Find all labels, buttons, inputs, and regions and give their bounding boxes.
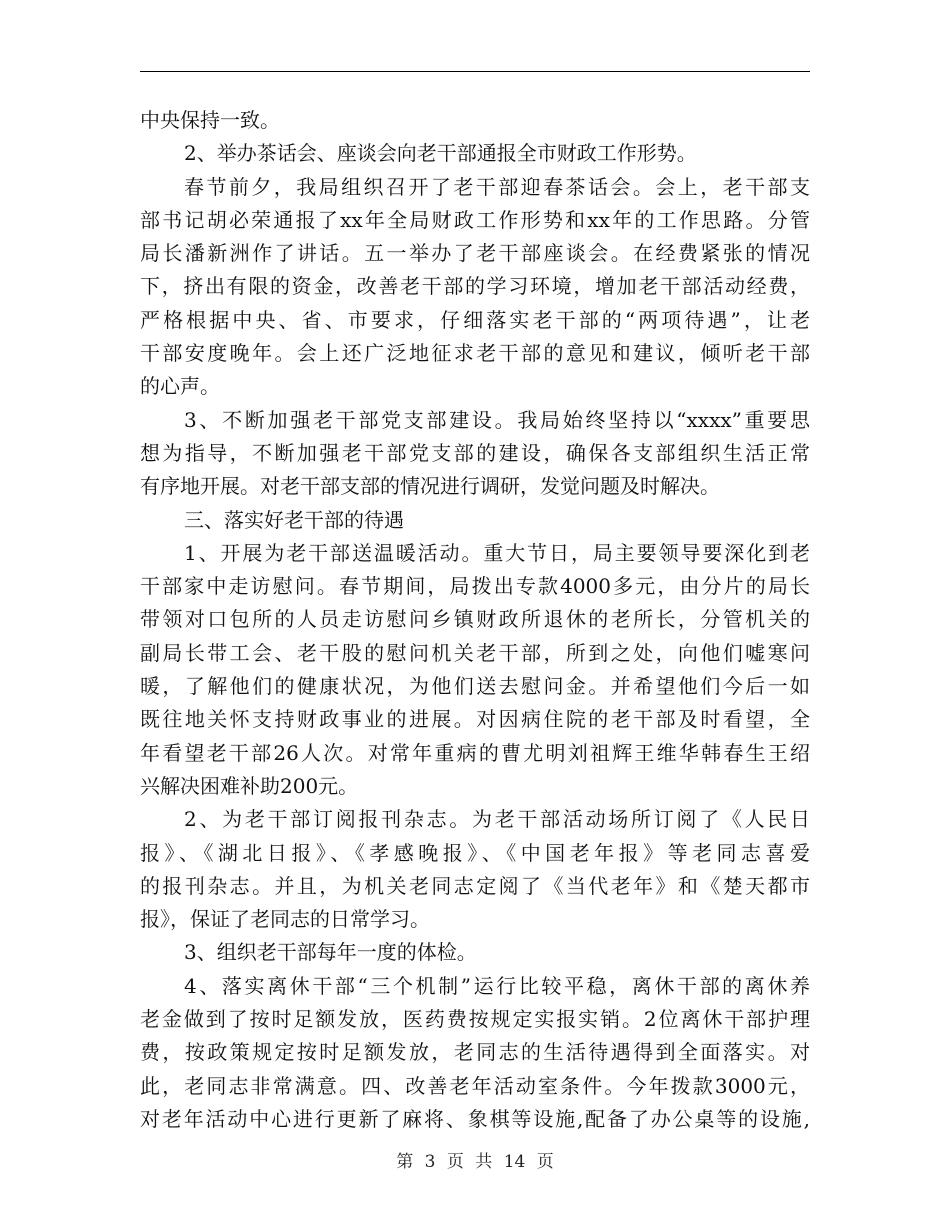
page-footer <box>0 1147 950 1172</box>
text-line: 想为指导，不断加强老干部党支部的建设，确保各支部组织生活正常 <box>140 440 810 465</box>
text-line: 对老年活动中心进行更新了麻将、象棋等设施,配备了办公桌等的设施, <box>140 1106 810 1131</box>
text-line: 4、落实离休干部“三个机制”运行比较平稳，离休干部的离休养 <box>184 973 810 998</box>
text-line: 严格根据中央、省、市要求，仔细落实老干部的“两项待遇”，让老 <box>140 307 810 332</box>
text-line: 三、落实好老干部的待遇 <box>184 507 404 532</box>
text-line: 暖，了解他们的健康状况，为他们送去慰问金。并希望他们今后一如 <box>140 674 810 699</box>
text-line: 的报刊杂志。并且，为机关老同志定阅了《当代老年》和《楚天都市 <box>140 873 810 898</box>
text-line: 部书记胡必荣通报了xx年全局财政工作形势和xx年的工作思路。分管 <box>140 207 810 232</box>
text-line: 老金做到了按时足额发放，医药费按规定实报实销。2位离休干部护理 <box>140 1007 810 1032</box>
text-line: 有序地开展。对老干部支部的情况进行调研，发觉问题及时解决。 <box>140 474 720 499</box>
text-line: 干部家中走访慰问。春节期间，局拨出专款4000多元，由分片的局长 <box>140 574 810 599</box>
header-rule <box>140 71 810 72</box>
text-line: 此，老同志非常满意。四、改善老年活动室条件。今年拨款3000元， <box>140 1073 810 1098</box>
text-line: 副局长带工会、老干股的慰问机关老干部，所到之处，向他们嘘寒问 <box>140 640 810 665</box>
document-body <box>140 104 810 1136</box>
text-line: 年看望老干部26人次。对常年重病的曹尤明刘祖辉王维华韩春生王绍 <box>140 740 810 765</box>
text-line: 中央保持一致。 <box>140 108 280 132</box>
text-line: 既往地关怀支持财政事业的进展。对因病住院的老干部及时看望，全 <box>140 707 810 732</box>
text-line: 2、举办茶话会、座谈会向老干部通报全市财政工作形势。 <box>184 141 697 166</box>
text-line: 2、为老干部订阅报刊杂志。为老干部活动场所订阅了《人民日 <box>184 807 810 832</box>
text-line: 的心声。 <box>140 374 220 399</box>
text-line: 报》、《湖北日报》、《孝感晚报》、《中国老年报》等老同志喜爱 <box>140 840 810 865</box>
text-line: 3、组织老干部每年一度的体检。 <box>184 940 477 965</box>
page-number-label: 第 3 页 共 14 页 <box>396 1152 554 1172</box>
text-line: 报》，保证了老同志的日常学习。 <box>140 907 430 932</box>
text-line: 带领对口包所的人员走访慰问乡镇财政所退休的老所长，分管机关的 <box>140 607 810 632</box>
text-line: 干部安度晚年。会上还广泛地征求老干部的意见和建议，倾听老干部 <box>140 341 810 366</box>
text-line: 局长潘新洲作了讲话。五一举办了老干部座谈会。在经费紧张的情况 <box>140 241 810 266</box>
text-line: 费，按政策规定按时足额发放，老同志的生活待遇得到全面落实。对 <box>140 1040 810 1065</box>
text-line: 兴解决困难补助200元。 <box>140 773 359 798</box>
text-line: 1、开展为老干部送温暖活动。重大节日，局主要领导要深化到老 <box>184 540 810 565</box>
text-line: 3、不断加强老干部党支部建设。我局始终坚持以“xxxx”重要思 <box>184 407 810 432</box>
text-line: 春节前夕，我局组织召开了老干部迎春茶话会。会上，老干部支 <box>184 174 810 199</box>
text-line: 下，挤出有限的资金，改善老干部的学习环境，增加老干部活动经费， <box>140 274 810 299</box>
